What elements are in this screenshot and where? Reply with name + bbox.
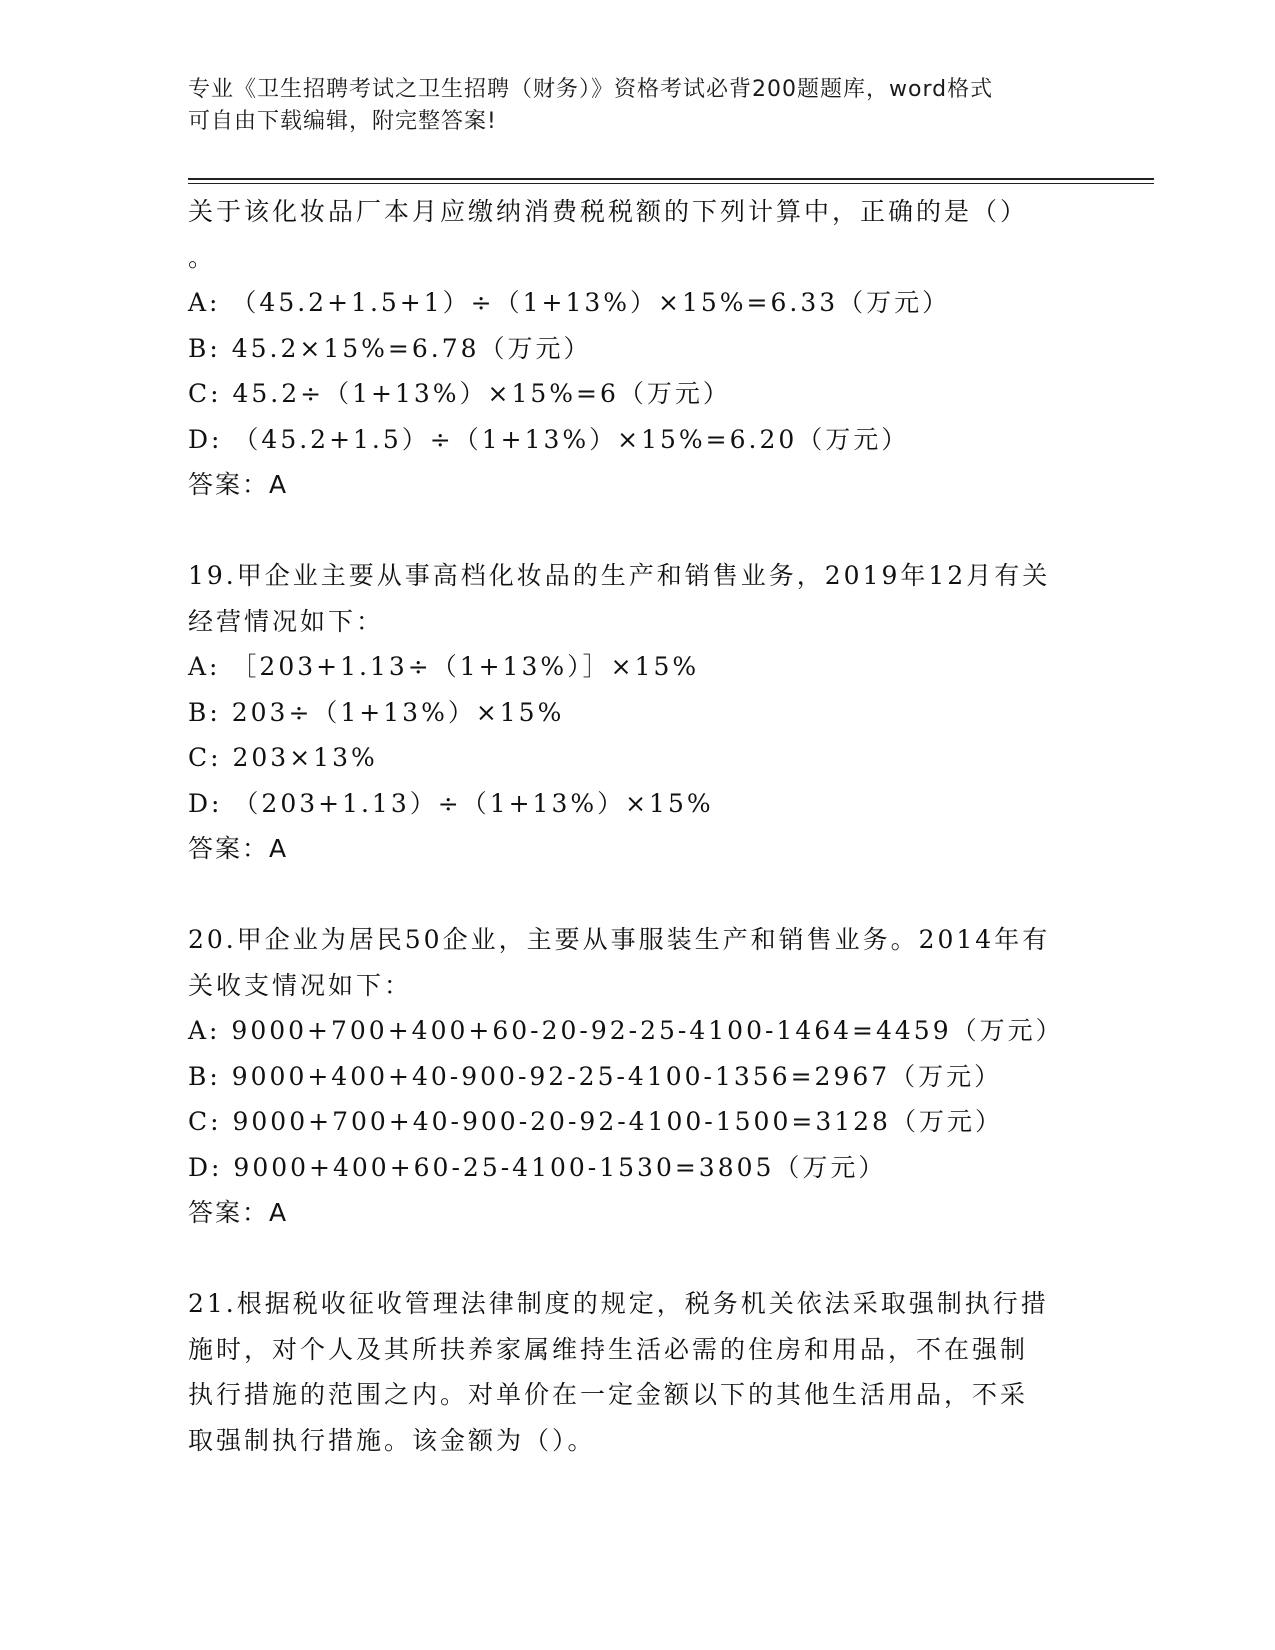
option-a: A: ［203+1.13÷（1+13%）］×15% — [188, 652, 700, 681]
question-stem-line: 经营情况如下： — [188, 606, 385, 636]
question-stem-line: 20.甲企业为居民50企业，主要从事服装生产和销售业务。2014年有 — [188, 925, 1051, 954]
option-b: B: 45.2×15%=6.78（万元） — [188, 333, 592, 363]
header-line-2: 可自由下载编辑，附完整答案! — [188, 109, 497, 134]
question-stem-line: 关收支情况如下： — [188, 970, 413, 1000]
option-c: C: 203×13% — [188, 743, 378, 772]
header-divider-thin — [188, 183, 1154, 184]
header-line-1: 专业《卫生招聘考试之卫生招聘（财务）》资格考试必背200题题库，word格式 — [188, 77, 994, 102]
option-a: A: 9000+700+400+60-20-92-25-4100-1464=4459（万元） — [188, 1016, 1064, 1045]
option-c: C: 9000+700+40-900-20-92-4100-1500=3128（万元） — [188, 1107, 1003, 1136]
question-19 — [188, 553, 1088, 872]
option-a: A: （45.2+1.5+1）÷（1+13%）×15%=6.33（万元） — [188, 288, 951, 317]
question-stem-line: 19.甲企业主要从事高档化妆品的生产和销售业务，2019年12月有关 — [188, 561, 1051, 590]
question-stem-line: 取强制执行措施。该金额为（）。 — [188, 1425, 596, 1455]
spacer — [188, 1236, 1088, 1282]
spacer — [188, 508, 1088, 554]
option-d: D: 9000+400+60-25-4100-1530=3805（万元） — [188, 1152, 887, 1182]
answer-line: 答案：A — [188, 470, 289, 499]
option-d: D: （203+1.13）÷（1+13%）×15% — [188, 788, 714, 818]
question-stem-line: 关于该化妆品厂本月应缴纳消费税税额的下列计算中，正确的是（） — [188, 197, 1029, 226]
question-20 — [188, 917, 1088, 1236]
question-stem-line: 21.根据税收征收管理法律制度的规定，税务机关依法采取强制执行措 — [188, 1289, 1049, 1318]
question-stem-line: 施时，对个人及其所扶养家属维持生活必需的住房和用品，不在强制 — [188, 1334, 1029, 1364]
answer-line: 答案：A — [188, 1198, 289, 1227]
header-divider-thick — [188, 178, 1154, 180]
spacer — [188, 872, 1088, 918]
option-d: D: （45.2+1.5）÷（1+13%）×15%=6.20（万元） — [188, 424, 910, 454]
answer-line: 答案：A — [188, 834, 289, 863]
option-c: C: 45.2÷（1+13%）×15%=6（万元） — [188, 379, 731, 408]
option-b: B: 9000+400+40-900-92-25-4100-1356=2967（万元） — [188, 1061, 1003, 1091]
question-18 — [188, 189, 1088, 508]
question-stem-line: 。 — [188, 242, 217, 272]
option-b: B: 203÷（1+13%）×15% — [188, 697, 565, 727]
document-header — [188, 74, 1088, 138]
question-stem-line: 执行措施的范围之内。对单价在一定金额以下的其他生活用品，不采 — [188, 1380, 1029, 1409]
question-21 — [188, 1281, 1088, 1463]
question-list — [188, 189, 1088, 1463]
